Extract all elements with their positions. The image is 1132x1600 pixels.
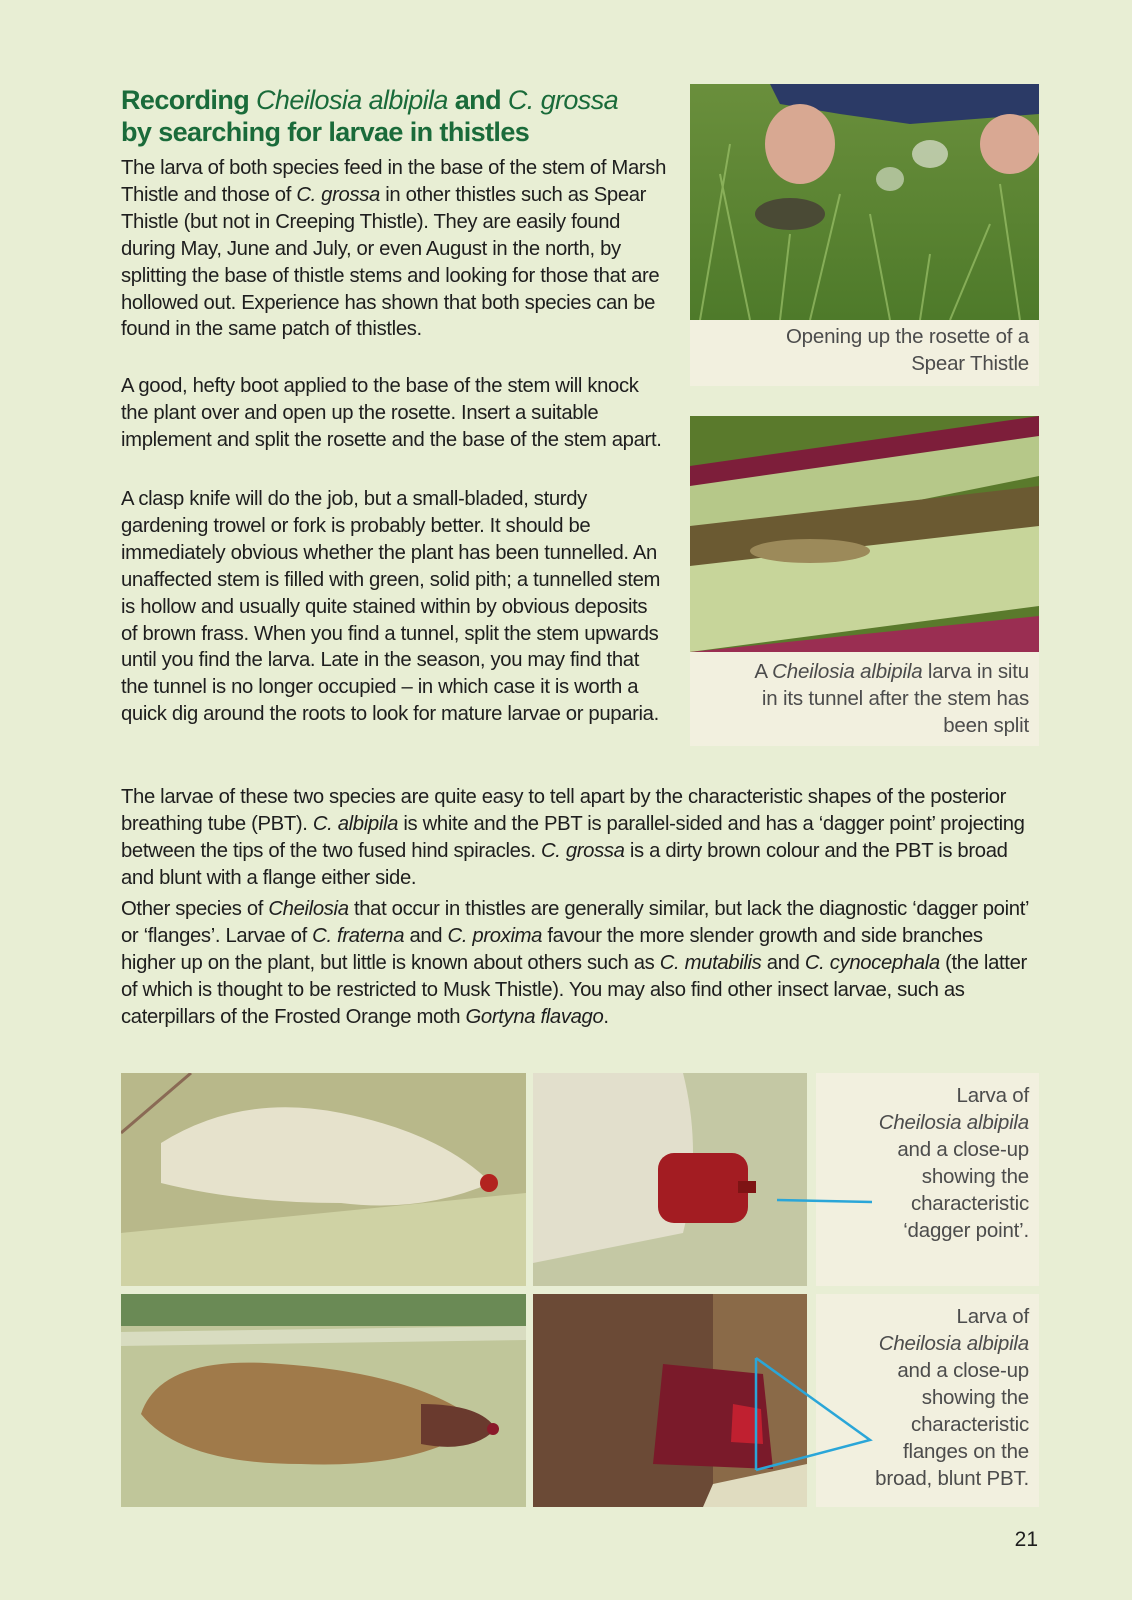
caption-stem: A Cheilosia albipila larva in situ in its tunnel after the stem has been split: [754, 660, 1029, 737]
title-word: Recording: [121, 85, 250, 115]
title-species-1: Cheilosia albipila: [256, 85, 448, 115]
photo-albipila-larva: [121, 1073, 526, 1286]
paragraph-5: Other species of Cheilosia that occur in thistles are generally similar, but lack the diagnostic ‘dagger point’ or ‘flanges’. Larvae of C. fraterna and C. proxima favour the more slender growth and side branches higher up on the plant, but little is known about others such as C. mutabilis and C. cynocephala (the latter of which is thought to be restricted to Musk Thistle). You may also find other insect larvae, such as caterpillars of the Frosted Orange moth Gortyna flavago.: [121, 898, 1029, 1028]
title-species-2: C. grossa: [507, 85, 619, 115]
title-word: and: [454, 85, 501, 115]
caption-flanges: Larva of Cheilosia albipila and a close-up showing the characteristic flanges on the broad, blunt PBT.: [875, 1305, 1029, 1490]
caption-dagger: Larva of Cheilosia albipila and a close-up showing the characteristic ‘dagger point’.: [878, 1084, 1029, 1242]
paragraph-4: The larvae of these two species are quite easy to tell apart by the characteristic shapes of the posterior breathing tube (PBT). C. albipila is white and the PBT is parallel-sided and has a ‘dagger point’ projecting between the tips of the two fused hind spiracles. C. grossa is a dirty brown colour and the PBT is broad and blunt with a flange either side.: [121, 786, 1025, 889]
photo-split-stem: [690, 416, 1039, 652]
caption-rosette: Opening up the rosette of a Spear Thistle: [785, 325, 1029, 375]
page-title: [121, 84, 681, 148]
paragraph-2: A good, hefty boot applied to the base of the stem will knock the plant over and open up the rosette. Insert a suitable implement and split the rosette and the base of the stem apart.: [121, 375, 662, 451]
page-number: 21: [1014, 1528, 1038, 1551]
photo-rosette: [690, 84, 1039, 320]
paragraph-3: A clasp knife will do the job, but a small-bladed, sturdy gardening trowel or fork is probably better. It should be immediately obvious whether the plant has been tunnelled. An unaffected stem is filled with green, solid pith; a tunnelled stem is hollow and usually quite stained within by obvious deposits of brown frass. When you find a tunnel, split the stem upwards until you find the larva. Late in the season, you may find that the tunnel is no longer occupied – in which case it is worth a quick dig around the roots to look for mature larvae or puparia.: [121, 488, 661, 726]
title-line-2: by searching for larvae in thistles: [121, 117, 530, 147]
photo-albipila-closeup: [533, 1073, 807, 1286]
photo-grossa-larva: [121, 1294, 526, 1507]
paragraph-1: The larva of both species feed in the base of the stem of Marsh Thistle and those of C. grossa in other thistles such as Spear Thistle (but not in Creeping Thistle). They are easily found during May, June and July, or even August in the north, by splitting the base of thistle stems and looking for those that are hollowed out. Experience has shown that both species can be found in the same patch of thistles.: [121, 157, 667, 341]
